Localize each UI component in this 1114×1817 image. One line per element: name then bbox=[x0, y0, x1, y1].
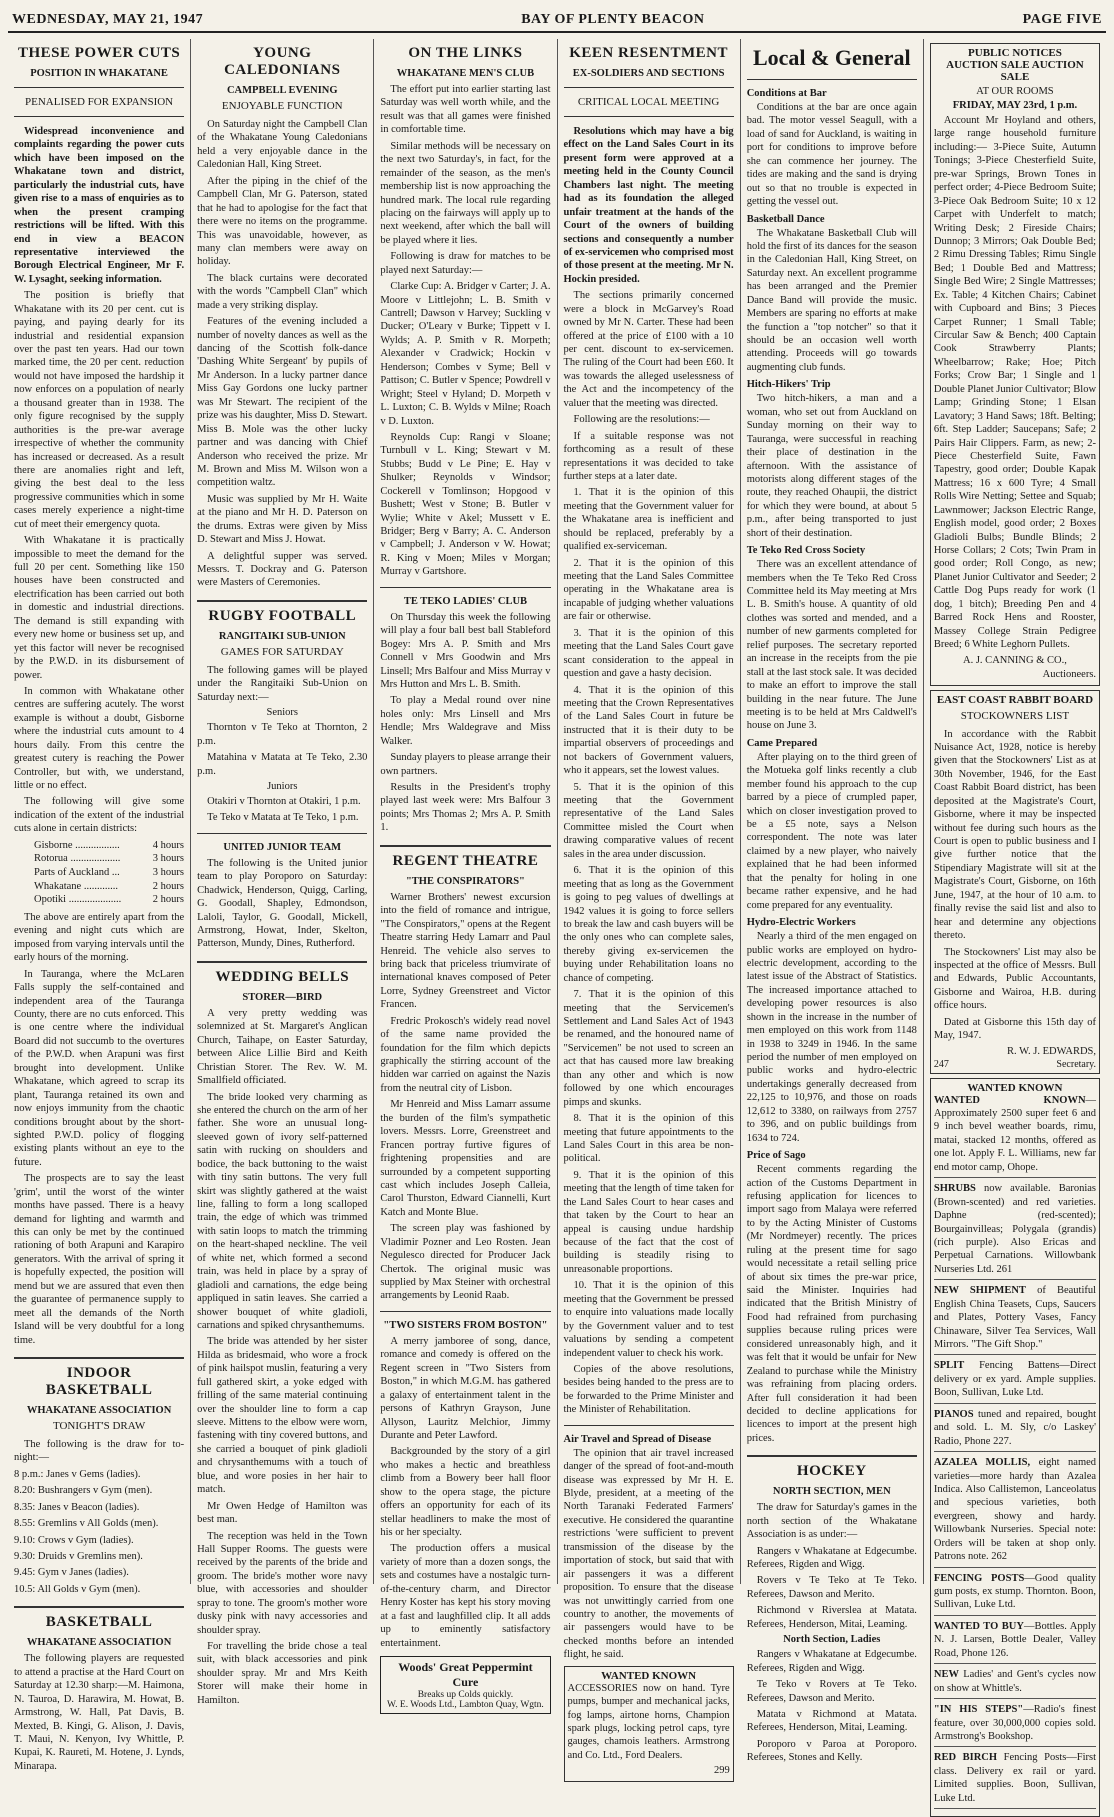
newspaper-page bbox=[8, 6, 1106, 1804]
cuts-row bbox=[34, 852, 184, 866]
seniors-label: Seniors bbox=[266, 707, 298, 719]
local-general-headline: Local & General bbox=[752, 45, 911, 70]
united-junior-text: The following is the United junior team to play Poroporo on Saturday: Chadwick, Henderson, Quigg, Carling, G. Goodall, Shapley, Edmondson, Laloli, Taylor, G. Goodall, Mickell, Armstrong, Howat, Inder, Skelton, Patterson, Mundy, Dines, Rutherford. bbox=[197, 857, 368, 950]
hockey-fixture: Rangers v Whakatane at Edgecumbe. Referees, Rigden and Wigg. bbox=[746, 1545, 917, 1570]
seniors-game-1: Thornton v Te Teko at Thornton, 2 p.m. bbox=[197, 722, 368, 747]
article-paragraph: The production offers a musical variety of more than a dozen songs, the sets and costumes have a nostalgic turn-of-the-century charm, and Director Henry Koster has kept his story moving at a fast and laughfilled clip. It all adds up to eminently satisfactory entertainment. bbox=[380, 1543, 551, 1649]
rugby-subhead-2: GAMES FOR SATURDAY bbox=[220, 645, 344, 658]
classified-ad-lead: NEW SHIPMENT bbox=[933, 1285, 1026, 1297]
power-cuts-body-2 bbox=[14, 911, 184, 1347]
article-paragraph: The black curtains were decorated with the words "Campbell Clan" which made a very striking display. bbox=[197, 272, 368, 311]
masthead-date: WEDNESDAY, MAY 21, 1947 bbox=[12, 12, 204, 27]
article-paragraph: Reynolds Cup: Rangi v Sloane; Turnbull v L. King; Stewart v M. Stubbs; Budd v Le Pine; E. Hay v Shulker; Reynolds v Windsor; Cockerell v Tomlinson; Hopgood v Bushett; West v Stone; B. Butler v Wylie; White v Akel; Mussett v E. Bridger; Berg v Barry; A. C. Anderson v Campbell; J. Anderson v W. Howat; R. King v Moen; Miles v Morgan; Murray v Gartshore. bbox=[380, 431, 551, 578]
resentment-body bbox=[564, 289, 734, 1416]
rugby-intro: The following games will be played under the Rangitaiki Sub-Union on Saturday next:— bbox=[197, 664, 368, 703]
hockey-fixture: Rangers v Whakatane at Edgecumbe. Referees, Rigden and Wigg. bbox=[746, 1649, 917, 1674]
two-sisters-headline: "TWO SISTERS FROM BOSTON" bbox=[383, 1319, 548, 1331]
classified-ad-text: Fencing Posts—First class. Delivery ex rail or yard. Limited supplies. Boon, Sullivan, Luke Ltd. bbox=[933, 1752, 1097, 1804]
rabbit-board-role: Secretary. bbox=[1056, 1058, 1097, 1070]
auction-signature-role: Auctioneers. bbox=[1042, 668, 1097, 680]
resolution-paragraph: Following are the resolutions:— bbox=[573, 414, 710, 426]
local-item-text: The Whakatane Basketball Club will hold the first of its dances for the season in the Caledonian Hall, King Street, on Saturday next. An excellent programme has been arranged and the Premier Dance Band will provide the music. Members are sparing no efforts at make the function a "top notcher" so that it should be an occasion well worth attending. Proceeds will go towards augmenting club funds. bbox=[746, 227, 917, 373]
hockey-ladies-label: North Section, Ladies bbox=[783, 1634, 881, 1646]
article-paragraph: The bride looked very charming as she entered the church on the arm of her father. She wore an unusual long-sleeved gown of ivory self-patterned satin with rucking on shoulders and bodice, the back buttoning to the waist with tiny satin buttons. The very full skirt was slightly gathered at the waist line, falling to form a long scalloped train, the edge of which was trimmed with satin loops to match the trimming on the heart-shaped neckline. The veil of white net, which formed a second train, was held in place by a spray of gladioli and carnations, the edge being appliqued in satin leaves. She carried a shower bouquet of white gladioli, carnations and spiked chrysanthemums. bbox=[197, 1091, 368, 1331]
cuts-place: Gisborne ................. bbox=[34, 839, 120, 851]
resolution-paragraph: 6. That it is the opinion of this meeting that as long as the Government is going to peg values of dwellings at 1942 values it is going to force sellers to break the law and cash buyers will be the only ones who can complete sales, thereby giving ex-servicemen the buying under Rehabilitation loans no chance of competing. bbox=[563, 865, 734, 984]
article-paragraph: In common with Whakatane other centres are suffering acutely. The worst example is without a doubt, Gisborne where the industrial cuts amount to 4 hours daily. From this centre the greatest cutery is reaching the Power Controller, but with, we understand, little or no effect. bbox=[14, 685, 185, 791]
draw-item: 8.35: Janes v Beacon (ladies). bbox=[14, 1501, 140, 1513]
links-body bbox=[380, 83, 550, 579]
auction-when: FRIDAY, MAY 23rd, 1 p.m. bbox=[952, 100, 1078, 111]
hockey-fixture: Te Teko v Rovers at Te Teko. Referees, Dawson and Merito. bbox=[746, 1679, 917, 1704]
column-2 bbox=[191, 39, 374, 1706]
wanted-known-text: ACCESSORIES now on hand. Tyre pumps, bumper and mechanical jacks, fog lamps, airtone horns, Champion spark plugs, locking petrol caps, tyre gauges, chamois leathers. Armstrong and Co. Ltd., Ford Dealers. bbox=[567, 1682, 730, 1761]
tonights-draw-label: TONIGHT'S DRAW bbox=[52, 1419, 146, 1432]
hockey-fixture: Matata v Richmond at Matata. Referees, Henderson, Mitai, Leaming. bbox=[746, 1708, 917, 1734]
cuts-row bbox=[34, 839, 184, 853]
article-paragraph: On Saturday night the Campbell Clan of the Whakatane Young Caledonians held a very enjoyable dance in the Caledonian Hall, King Street. bbox=[197, 119, 368, 171]
classified-ad-text: tuned and repaired, bought and sold. L. M. Sly, c/o Laskey' Radio, Phone 227. bbox=[933, 1408, 1097, 1447]
local-item-heading: Came Prepared bbox=[746, 737, 818, 749]
classified-ad-lead: SHRUBS bbox=[933, 1183, 976, 1195]
rabbit-board-text-2: The Stockowners' List may also be inspected at the office of Messrs. Bull and Edwards, Public Accountants, Gisborne and Wairoa, H.B. during office hours. bbox=[933, 946, 1097, 1012]
classified-ad-lead: FENCING POSTS bbox=[933, 1572, 1025, 1584]
draw-list bbox=[14, 1468, 184, 1597]
column-6 bbox=[924, 39, 1106, 1804]
power-cuts-subhead: POSITION IN WHAKATANE bbox=[30, 68, 168, 79]
classified-ad-lead: WANTED TO BUY bbox=[933, 1620, 1024, 1632]
article-paragraph: To play a Medal round over nine holes only: Mrs Linsell and Mrs Hendle; Mrs Waldegrave and Miss Walker. bbox=[380, 695, 551, 747]
article-paragraph: On Thursday this week the following will play a four ball best ball Stableford Bogey: Mrs A. P. Smith and Mrs Connell v Mrs Goodwin and Mrs Linsell; Mrs Balfour and Miss Murray v Mrs Hutton and Mrs L. B. Smith. bbox=[380, 611, 551, 690]
draw-item: 8.55: Gremlins v All Golds (men). bbox=[14, 1518, 159, 1530]
classified-ad-lead: PIANOS bbox=[933, 1408, 974, 1420]
ad-credit: W. E. Woods Ltd., Lambton Quay, Wgtn. bbox=[387, 1699, 544, 1710]
rabbit-board-title: EAST COAST RABBIT BOARD bbox=[936, 693, 1094, 706]
article-paragraph: Similar methods will be necessary on the next two Saturday's, in fact, for the remainder of the season, as the men's membership list is now approaching the hundred mark. The local rule regarding placing on the fairways will apply up to next weekend, after which the ball will be played where it lies. bbox=[380, 140, 551, 246]
local-general-items bbox=[747, 88, 917, 1445]
resentment-headline: KEEN RESENTMENT bbox=[569, 45, 728, 61]
article-paragraph: The screen play was fashioned by Vladimir Pozner and Leo Rosten. Jean Negulesco directed for Producer Jack Chertok. The original music was supplied by Max Steiner with orchestral arrangements by Leonid Raab. bbox=[380, 1223, 551, 1302]
juniors-game-2: Te Teko v Matata at Te Teko, 1 p.m. bbox=[207, 812, 359, 824]
article-paragraph: The reception was held in the Town Hall Supper Rooms. The guests were received by the parents of the bride and groom. The bride's mother wore navy blue, with accessories and shoulder spray to tone. The groom's mother wore dusky pink with navy accessories and shoulder spray. bbox=[197, 1530, 368, 1636]
classified-ad-lead: AZALEA MOLLIS, bbox=[933, 1457, 1031, 1469]
classified-ad bbox=[934, 1182, 1096, 1280]
local-item-text: After playing on to the third green of the Motueka golf links recently a club member found his approach to the cup barred by a piece of crumpled paper, which on closer investigation proved to be a £5 note, says a Nelson correspondent. The note was later claimed by a new player, who naively explained that he had been informed that the penalty for holing in one became rather expensive, and he had come prepared for any eventuality. bbox=[746, 751, 917, 911]
column-3 bbox=[374, 39, 557, 1710]
rabbit-board-footer bbox=[934, 1059, 1096, 1070]
local-item-text: There was an excellent attendance of members when the Te Teko Red Cross Committee held its May meeting at Mrs L. B. Smith's house. A quantity of old clothes was sorted and mended, and a number of new garments completed for relief purposes. The secretary reported an increase in the receipts from the pie stall at the last stock sale. It was decided to make an effort to improve the stall building in the near future. The June meeting is to be held at Mrs Caldwell's house on June 3. bbox=[746, 559, 917, 732]
air-travel-headline: Air Travel and Spread of Disease bbox=[563, 1433, 712, 1445]
draw-item: 9.10: Crows v Gym (ladies). bbox=[14, 1534, 134, 1546]
classified-ad bbox=[934, 1456, 1096, 1568]
classified-ad bbox=[934, 1359, 1096, 1403]
seniors-game-2: Matahina v Matata at Te Teko, 2.30 p.m. bbox=[197, 752, 368, 777]
cuts-hours: 3 hours bbox=[152, 853, 184, 865]
stockowners-list-label: STOCKOWNERS LIST bbox=[960, 709, 1070, 722]
rugby-subhead: RANGITAIKI SUB-UNION bbox=[218, 630, 346, 642]
article-paragraph: The bride was attended by her sister Hilda as bridesmaid, who wore a frock of pink hailspot muslin, featuring a very full gathered skirt, a yoke edged with frilling of the same material continuing over the shoulder line to form a cap sleeve. Mittens to the elbow were worn, fastening with tiny covered buttons, and she carried a bouquet of pink gladioli and chrysanthemums with a touch of blue, and wore posies in her hair to match. bbox=[197, 1336, 368, 1496]
resolution-paragraph: 9. That it is the opinion of this meeting that the length of time taken for the Land Sales Court to hear cases and that taken by the Court to hear an appeal is causing undue hardship because of the fact that the cost of building is steadily rising to unreasonable proportions. bbox=[563, 1169, 734, 1275]
local-item-heading: Te Teko Red Cross Society bbox=[746, 545, 866, 557]
resolution-paragraph: 2. That it is the opinion of this meeting that the Land Sales Committee operating in the Whakatane area is incapable of judging whether valuations are fair or otherwise. bbox=[563, 557, 734, 623]
classified-ad-text: —Approximately 2500 super feet 6 and 9 inch bevel weather boards, rimu, matai, stacked 12 months, offered as one lot. Apply F. L. Williams, new far end motor camp, Ohope. bbox=[933, 1094, 1097, 1173]
indoor-basketball-subhead: WHAKATANE ASSOCIATION bbox=[26, 1404, 172, 1416]
auction-sale-title: AUCTION SALE AUCTION SALE bbox=[946, 59, 1084, 83]
resolution-paragraph: 5. That it is the opinion of this meeting that the Government representative of the Land Sales Committee misled the Court when drawing comparative values of recent sales in the area under discussion. bbox=[563, 781, 734, 860]
power-cuts-lede: Widespread inconvenience and complaints regarding the power cuts which have been imposed on the Whakatane town and district, particularly the industrial cuts, have given rise to a mass of enquiries as to when the present cramping restrictions will be lifted. With this end in view a BEACON representative interviewed the Borough Electrical Engineer, Mr F. W. Lysaght, seeking information. bbox=[14, 126, 185, 285]
classified-ad-text: Ladies' and Gent's cycles now on show at Whittle's. bbox=[933, 1669, 1097, 1694]
classified-ad-text: of Beautiful English China Teasets, Cups, Saucers and Plates, Pottery Vases, Fancy Chinaware, Silver Tea Services, Wall Mirrors. "The Gift Shop." bbox=[933, 1285, 1097, 1350]
public-notices-box bbox=[930, 43, 1100, 686]
cuts-place: Whakatane ............. bbox=[34, 880, 118, 892]
masthead-page: PAGE FIVE bbox=[1022, 12, 1102, 27]
article-paragraph: Warner Brothers' newest excursion into the field of romance and intrigue, "The Conspirators," opens at the Regent Theatre starring Hedy Lamarr and Paul Henreid. The vehicle also serves to bring back that priceless triumvirate of international knaves composed of Peter Lorre, Sydney Greenstreet and Victor Francen. bbox=[380, 891, 551, 1011]
cuts-place: Opotiki .................... bbox=[34, 894, 122, 906]
wedding-body bbox=[197, 1007, 367, 1707]
te-teko-ladies-body bbox=[380, 611, 550, 835]
auction-signature: A. J. CANNING & CO., bbox=[963, 654, 1067, 666]
basketball-text: The following players are requested to attend a practise at the Hard Court on Saturday at 12.30 sharp:—M. Haimona, N. Tauroa, D. Harawira, M. Howat, B. Armstrong, W. Hall, Pat Davis, B. Mexted, B. Kingi, G. Alison, J. Davis, T. Maui, N. Kenyon, Ivy Whittle, P. Kupai, K. Raureti, M. Hotene, J. Lynds, Minarapa. bbox=[14, 1653, 185, 1772]
draw-intro: The following is the draw for to-night:— bbox=[14, 1438, 185, 1464]
wanted-known-number: 299 bbox=[713, 1765, 730, 1777]
masthead bbox=[8, 6, 1106, 33]
article-paragraph: The prospects are to say the least 'grim', until the worst of the winter months have passed. There is a heavy demand for lighting and warmth and this can only be met by the continued rationing of both Arapuni and Karapiro generators. With the arrival of spring it is hopefully expected, the position will mend but we are assured that even then the guarantee of permanence supply to meet all the demands of the North Island will be very doubtful for a long time. bbox=[14, 1173, 185, 1346]
rabbit-board-dated: Dated at Gisborne this 15th day of May, 1947. bbox=[933, 1016, 1097, 1042]
article-paragraph: With Whakatane it is practically impossible to meet the demand for the full 20 per cent. Something like 150 houses have been constructed and electrification has been carried out both in domestic and industrial directions. The demand is still expanding with every new home or business set up, and yet this factor will never be recognised by the P.W.D. in its disbursement of power. bbox=[14, 535, 185, 681]
wedding-subhead: STORER—BIRD bbox=[242, 991, 323, 1003]
article-paragraph: The effort put into earlier starting last Saturday was well worth while, and the result was that all games were finished in comfortable time. bbox=[380, 84, 551, 136]
cuts-place: Rotorua ................... bbox=[34, 853, 121, 865]
article-paragraph: A very pretty wedding was solemnized at St. Margaret's Anglican Church, Taihape, on Easter Saturday, between Alice Lillie Bird and Keith Christian Storer. The Rev. W. M. Smallfield officiated. bbox=[197, 1007, 368, 1087]
caledonians-headline: YOUNG CALEDONIANS bbox=[224, 45, 341, 78]
masthead-paper: BAY OF PLENTY BEACON bbox=[521, 12, 705, 27]
air-travel-text: The opinion that air travel increased danger of the spread of foot-and-mouth disease was expressed by Mr H. E. Blyde, president, at a meeting of the North Taranaki Federated Farmers' executive. He considered the quarantine restrictions 'were sufficient to prevent transmission of the disease by the importation of stock, but said that with air passengers it was a different proposition. To ensure that the disease was not unwittingly carried from one country to another, the movements of air passengers would have to be checked months before an intended flight, he said. bbox=[563, 1447, 734, 1661]
regent-headline: REGENT THEATRE bbox=[392, 852, 539, 869]
hockey-fixture: Richmond v Riverslea at Matata. Referees, Henderson, Mitai, Leaming. bbox=[746, 1605, 917, 1630]
article-paragraph: A merry jamboree of song, dance, romance and comedy is offered on the Regent screen in "Two Sisters from Boston," in which M.G.M. has gathered a galaxy of entertainment talent in the persons of Kathryn Grayson, June Allyson, Lauritz Melchior, Jimmy Durante and Peter Lawford. bbox=[380, 1335, 551, 1441]
resentment-subhead: EX-SOLDIERS AND SECTIONS bbox=[572, 68, 725, 79]
article-paragraph: Clarke Cup: A. Bridger v Carter; J. A. Moore v Littlejohn; L. B. Smith v Cantrell; Dawson v Harvey; Suckling v Ducker; O'Leary v Burke; Tippett v I. Wylds; A. P. Smith v R. Morpeth; Alexander v Cradwick; Hockin v Henderson; Combes v Syme; Bell v Pattison; C. Butler v Spence; Powdrell v Wright; Steel v Hyland; D. Morpeth v L. Luxton; C. B. Wylds v Milne; Roach v D. Luxton. bbox=[380, 281, 551, 427]
local-item-heading: Hydro-Electric Workers bbox=[746, 917, 856, 929]
caledonians-subhead: CAMPBELL EVENING bbox=[226, 85, 338, 96]
article-paragraph: The following will give some indication of the extent of the industrial cuts alone in certain districts: bbox=[14, 796, 185, 835]
classified-ad bbox=[934, 1703, 1096, 1747]
resentment-subhead-2: CRITICAL LOCAL MEETING bbox=[577, 96, 720, 108]
article-paragraph: Mr Owen Hedge of Hamilton was best man. bbox=[197, 1500, 368, 1526]
article-paragraph: Fredric Prokosch's widely read novel of the same name provided the foundation for the film which depicts graphically the stirring account of the hidden war carried on against the Nazis from the neutral city of Lisbon. bbox=[380, 1015, 551, 1094]
article-paragraph: For travelling the bride chose a teal suit, with black accessories and pink shoulder spray. Mr and Mrs Keith Storer will make their home in Hamilton. bbox=[197, 1641, 368, 1706]
classified-ads bbox=[934, 1094, 1096, 1810]
classified-ad bbox=[934, 1751, 1096, 1809]
hockey-intro: The draw for Saturday's games in the north section of the Whakatane Association is as under:— bbox=[746, 1502, 917, 1541]
article-paragraph: Music was supplied by Mr H. Waite at the piano and Mr H. D. Paterson on the drums. Extras were given by Miss D. Stewart and Miss J. Howat. bbox=[197, 493, 368, 546]
resolution-paragraph: Copies of the above resolutions, besides being handed to the press are to be forwarded to the Prime Minister and the Minister of Rehabilitation. bbox=[563, 1363, 734, 1416]
article-paragraph: The above are entirely apart from the evening and night cuts which are imposed from varying intervals until the early hours of the morning. bbox=[14, 911, 185, 964]
article-paragraph: Results in the President's trophy played last week were: Mrs Balfour 3 points; Mrs Thomas 2; Mrs A. P. Smith 1. bbox=[380, 782, 551, 834]
article-paragraph: Following is draw for matches to be played next Saturday:— bbox=[380, 251, 551, 276]
te-teko-ladies-headline: TE TEKO LADIES' CLUB bbox=[403, 595, 528, 607]
classified-ad-lead: "IN HIS STEPS" bbox=[933, 1704, 1024, 1716]
classified-ad bbox=[934, 1408, 1096, 1452]
article-paragraph: A delightful supper was served. Messrs. T. Dockray and G. Paterson were Masters of Ceremonies. bbox=[197, 550, 368, 589]
resolution-paragraph: 1. That it is the opinion of this meeting that the Government valuer for the Whakatane area is inefficient and should be replaced, preferably by a qualified ex-serviceman. bbox=[563, 487, 734, 553]
rabbit-board-number: 247 bbox=[933, 1058, 949, 1070]
draw-item: 9.30: Druids v Gremlins men). bbox=[14, 1551, 143, 1563]
classified-ad-lead: RED BIRCH bbox=[933, 1752, 998, 1764]
draw-item: 9.45: Gym v Janes (ladies). bbox=[14, 1567, 129, 1579]
caledonians-subhead-2: ENJOYABLE FUNCTION bbox=[221, 100, 343, 112]
classified-ad-lead: NEW bbox=[933, 1669, 959, 1681]
classified-ad-text: eight named varieties—more hardy than Azalea Indica. Also Callistemon, Lanceolatus and specious varieties, both evergreen, showy and hardy. Willowbank Nurseries. Special note: Orders will be taken at shop only. Patrons note. 262 bbox=[933, 1457, 1097, 1563]
local-item-heading: Price of Sago bbox=[746, 1150, 806, 1162]
wanted-known-ads-title: WANTED KNOWN bbox=[967, 1081, 1063, 1094]
article-paragraph: Sunday players to please arrange their own partners. bbox=[380, 752, 551, 777]
power-cuts-body bbox=[14, 289, 184, 836]
article-paragraph: After the piping in the chief of the Campbell Clan, Mr G. Paterson, stated that he had to apologise for the fact that there were no items on the programme. This was unavoidable, however, as many clan members were away on holiday. bbox=[197, 175, 368, 268]
public-notices-title: PUBLIC NOTICES bbox=[968, 47, 1062, 59]
resolution-paragraph: 3. That it is the opinion of this meeting that the Land Sales Court gave scant consideration to the appeal in question and gave a hasty decision. bbox=[563, 627, 734, 680]
hockey-fixture: Poroporo v Paroa at Poroporo. Referees, Stones and Kelly. bbox=[746, 1738, 917, 1764]
draw-item: 8 p.m.: Janes v Gems (ladies). bbox=[14, 1468, 141, 1480]
article-paragraph: Features of the evening included a number of novelty dances as well as the dancing of the Scottish folk-dance 'Dashing White Sergeant' by pupils of Mr Anderson. In a lucky partner dance Miss Gay Gordons one lucky partner was Mr Stewart. The recipient of the prize was his daughter, Miss D. Stewart. Miss B. Mole was the other lucky partner and was dancing with Chief Anderson who received the prize. Mr M. Brown and Miss M. Wilson won a competition waltz. bbox=[197, 316, 368, 489]
local-item-heading: Basketball Dance bbox=[746, 213, 825, 225]
resolution-paragraph: 4. That it is the opinion of this meeting that the Crown Representatives of the Land Sales Court in future be instructed that it is their duty to be impartial observers of proceedings and not backers of Government valuers, who it appears, set the lowest values. bbox=[563, 684, 734, 777]
article-paragraph: The position is briefly that Whakatane with its 20 per cent. cut is paying, and paying dearly for its industrial and residential expansion over the past ten years. Had our town marked time, the 20 per cent. reduction would not have imposed the hardship it now enforces on a population of nearly a thousand greater than in 1938. The only figure recognised by the supply authorities is the pre-war average irrespective of whether the community has increased or decreased. As a result there are anomalies right and left, giving the best deal to the less progressive communities which in some cases merely experience a night-time cut of meet their emergency quota. bbox=[14, 290, 185, 530]
classified-ad-text: Fencing Battens—Direct delivery or ex yard. Ample supplies. Boon, Sullivan, Luke Ltd. bbox=[933, 1360, 1097, 1399]
wanted-known-box bbox=[564, 1666, 734, 1783]
hockey-fixture: Rovers v Te Teko at Te Teko. Referees, Dawson and Merito. bbox=[746, 1575, 917, 1600]
local-item-text: Nearly a third of the men engaged on public works are employed on hydro-electric development, according to the latest issue of the Abstract of Statistics. The increased importance attached to developing power resources is also shown in the increase in the number of men employed on this work from 1148 in 1938 to 3249 in 1946. In the same period the number of men employed on public works and hydro-electric undertakings generally decreased from 22,125 to 10,976, and those on roads 12,612 to 3380, on railways from 2757 to 396, and on public buildings from 1634 to 724. bbox=[746, 931, 917, 1144]
indoor-basketball-headline: INDOOR BASKETBALL bbox=[45, 1364, 153, 1398]
auction-where: AT OUR ROOMS bbox=[976, 86, 1054, 97]
resolution-paragraph: 7. That it is the opinion of this meeting that the Servicemen's Settlement and Land Sales Act of 1943 be renamed, and the honoured name of "Servicemen" be not used to screen an act that has caused more law breaking than any other and which is now followed by one which encourages pimps and skunks. bbox=[563, 989, 734, 1108]
classified-ad-text: —Bottles. Apply N. J. Larsen, Bottle Dealer, Valley Road, Phone 126. bbox=[933, 1620, 1097, 1659]
peppermint-cure-ad bbox=[380, 1656, 550, 1714]
united-junior-headline: UNITED JUNIOR TEAM bbox=[223, 841, 342, 853]
column-1 bbox=[8, 39, 191, 1772]
resolution-paragraph: The sections primarily concerned were a block in McGarvey's Road owned by Mr N. Carter. These had been offered at the price of £100 with a 10 per cent. discount to ex-servicemen. The ruling of the Court had been £60. It was towards the alleged uselessness of the Act and the incompetency of the valuer that the meeting was directed. bbox=[563, 290, 734, 409]
power-cuts-headline: THESE POWER CUTS bbox=[17, 45, 181, 61]
classified-ad-text: —Radio's finest feature, over 30,000,000 copies sold. Armstrong's Bookshop. bbox=[933, 1704, 1097, 1742]
article-paragraph: Mr Henreid and Miss Lamarr assume the burden of the film's sympathetic lovers. Messrs. Lorre, Greenstreet and Francen portray furtive figures of frightening propensities and are surrounded by a competent supporting cast which includes Joseph Calleia, Carol Thurston, Edward Ciannelli, Kurt Katch and Monte Blue. bbox=[380, 1099, 551, 1218]
cuts-hours: 2 hours bbox=[152, 880, 184, 892]
draw-item: 8.20: Bushrangers v Gym (men). bbox=[14, 1485, 153, 1497]
classified-ad bbox=[934, 1668, 1096, 1699]
article-paragraph: Backgrounded by the story of a girl who makes a hectic and breathless climb from a Bowery beer hall floor show to the opera stage, the picture offers an opportunity for each of its stellar headliners to make the most of his or her specialty. bbox=[380, 1446, 551, 1538]
hockey-subhead: NORTH SECTION, MEN bbox=[772, 1486, 891, 1498]
resolution-paragraph: 10. That it is the opinion of this meeting that the Government be pressed to enquire into valuations made locally by the Government valuer and to test valuations by sending a competent independent valuer to check his work. bbox=[563, 1280, 734, 1359]
rabbit-board-box bbox=[930, 690, 1100, 1074]
local-item-heading: Conditions at Bar bbox=[746, 88, 827, 99]
juniors-game-1: Otakiri v Thornton at Otakiri, 1 p.m. bbox=[207, 795, 361, 807]
cuts-row bbox=[34, 880, 184, 894]
ad-sub: Breaks up Colds quickly. bbox=[417, 1689, 514, 1700]
power-cuts-subhead-2: PENALISED FOR EXPANSION bbox=[25, 96, 174, 108]
rabbit-board-text: In accordance with the Rabbit Nuisance Act, 1928, notice is hereby given that the Stockowners' List as at 30th November, 1946, for the East Coast Rabbit Board district, has been deposited at the Magistrate's Court, Gisborne, where it may be inspected without fee during such hours as the Court is open to public business and I give further notice that the Stipendiary Magistrate will sit at the Magistrate's Court, Gisborne, on 16th June, 1947, at the hour of 10 a.m. to finally revise the said list and also to hear and determine any objections thereto. bbox=[933, 728, 1097, 942]
local-item-text: Two hitch-hikers, a man and a woman, who set out from Auckland on Sunday morning on their way to Tauranga, were successful in reaching their place of destination in the afternoon. With the assistance of motorists along different stages of the route, they reached Ohaupii, the district for which they were bound, at about 5 p.m., after being transported to just short of their destination. bbox=[746, 393, 917, 539]
caledonians-body bbox=[197, 118, 367, 590]
hockey-ladies-list bbox=[747, 1648, 917, 1765]
cuts-hours: 2 hours bbox=[152, 894, 184, 906]
cuts-row bbox=[34, 893, 184, 907]
regent-subhead: "THE CONSPIRATORS" bbox=[405, 875, 525, 887]
cuts-place: Parts of Auckland ... bbox=[34, 867, 120, 879]
links-headline: ON THE LINKS bbox=[408, 45, 523, 61]
local-item-text: Recent comments regarding the action of the Customs Department in refusing application for licences to import sago from Malaya were referred to by the Acting Minister of Customs (Mr Nordmeyer) recently. The prices ruling at the present time for sago would necessitate a retail selling price of about six times the pre-war price, said the Minister. Inquiries had indicated that the British Ministry of Food had refrained from purchasing supplies because ruling prices were considered unreasonably high, and it was felt that it would be unfair for New Zealand to purchase while the Ministry was refraining from placing orders. After full consideration it had been decided to decline applications for licences to import at the present high prices. bbox=[746, 1164, 917, 1444]
auction-text: Account Mr Hoyland and others, large range household furniture including:— 3-Piece Suite, Autumn Tonings; 3-Piece Chesterfield Suite, pre-war Springs, Brown Tones in perfect order; 4-Piece Bedroom Suite; 3-Piece Oak Bedroom Suite; 10 x 12 Carpet with Underfelt to match; Writing Desk; 2 Fireside Chairs; Dunnop; 3 Mirrors; Oak Double Bed; 2 Rimu Dressing Tables; Rimu Single Bed; 1 Double Bed and Mattress; Single Bed Wire; 2 Single Mattresses; Ex. Table; 4 Kitchen Chairs; Cabinet with Cupboard and Bins; 3 Pieces Carpet Runner; 1 Small Table; Circular Saw & Bench; 400 Captain Cook Strawberry Plants; Wheelbarrow; Rake; Hoe; Pitch Forks; Crow Bar; 1 Single and 1 Double Planet Junior Cultivator; Blow Lamp; Grinding Stone; 1 Elsan Lavatory; 3 Hand Saws; 18ft. Belting; 6ft. Step Ladder; Saucepans; Safe; 2 Pairs Hair Clippers. Farm, as new; 2-Piece Chesterfield Suite, Fawn Tapestry, good order; Double Kapak Mattress; 16 x 600 Tyre; 4 Small Rolls Wire Netting; Settee and Squab; Lawnmower; Jackson Electric Range, English model, good order; 2 Boxes Gladioli Bulbs; Bundle Blinds; 2 Horse Collars; 2 Cots; Twin Pram in good order; Roll Congo, as new; Planet Junior Cultivator and Seeder; 2 Cattle Dog Pups ready for work (1 dog, 1 bitch); Breeding Pen and 4 Barred Rock Hens and Rooster, Massey College Strain Pedigree Breed; 6 White Leghorn Pullets. bbox=[933, 115, 1097, 651]
hockey-men-list bbox=[747, 1545, 917, 1632]
classified-ad-lead: WANTED KNOWN bbox=[933, 1094, 1086, 1106]
article-paragraph: In Tauranga, where the McLaren Falls supply the self-contained and independent area of the Tauranga County, there are no cuts enforced. This is one centre where the individual Board did not succumb to the overtures of the P.W.D. when Arapuni was first brought into development. Unlike Whakatane, which agreed to scrap its plant, Tauranga retained its own and now enjoys immunity from the chaotic conditions brought about by the short-sighted P.W.D. policy of flogging existing plants without an eye to the future. bbox=[14, 968, 185, 1168]
classified-ad bbox=[934, 1284, 1096, 1355]
rabbit-board-signature: R. W. J. EDWARDS, bbox=[1007, 1045, 1097, 1057]
classified-ad bbox=[934, 1094, 1096, 1179]
column-4 bbox=[558, 39, 741, 1777]
column-5 bbox=[741, 39, 924, 1764]
cuts-row bbox=[34, 866, 184, 880]
ad-title: Woods' Great Peppermint Cure bbox=[398, 1659, 533, 1689]
classified-ad-text: now available. Baronias (Brown-scented) and red varieties. Daphne (red-scented); Bourgainvilleas; Polygala (grandis) (rich purple). Also Ericas and Perpetual Carnations. Willowbank Nurseries Ltd. 261 bbox=[933, 1183, 1097, 1275]
cuts-hours: 3 hours bbox=[152, 867, 184, 879]
local-item-heading: Hitch-Hikers' Trip bbox=[746, 379, 831, 391]
classified-ad-lead: SPLIT bbox=[933, 1360, 965, 1372]
wedding-headline: WEDDING BELLS bbox=[215, 968, 350, 985]
resolution-paragraph: 8. That it is the opinion of this meeting that future appointments to the Land Sales Court in this area be non-political. bbox=[563, 1113, 734, 1165]
local-item-text: Conditions at the bar are once again bad. The motor vessel Seagull, with a load of sand for Auckland, is waiting in port for conditions to improve before she can commence her journey. The tides are making and the sand is drying out so that no trouble is expected in getting the vessel out. bbox=[746, 102, 917, 208]
wanted-known-ads bbox=[930, 1078, 1100, 1817]
wanted-known-title: WANTED KNOWN bbox=[601, 1669, 697, 1682]
resolution-paragraph: If a suitable response was not forthcoming as a result of these representations it was decided to take further steps at a later date. bbox=[563, 430, 734, 482]
juniors-label: Juniors bbox=[267, 780, 298, 792]
cuts-hours: 4 hours bbox=[152, 839, 184, 851]
hockey-headline: HOCKEY bbox=[796, 1463, 867, 1480]
rugby-headline: RUGBY FOOTBALL bbox=[208, 607, 357, 624]
cuts-table bbox=[14, 839, 184, 907]
resentment-lede: Resolutions which may have a big effect on the Land Sales Court in its present form were approved at a meeting held in the County Council Chambers last night. The meeting had as its foundation the alleged unfair treatment at the hands of the Court of the owners of building sections and consequently a number of ex-servicemen who comprised most of those present at the meeting. Mr N. Hockin presided. bbox=[563, 126, 734, 285]
two-sisters-body bbox=[380, 1335, 550, 1650]
classified-ad bbox=[934, 1572, 1096, 1616]
basketball-subhead: WHAKATANE ASSOCIATION bbox=[26, 1637, 172, 1649]
basketball-headline: BASKETBALL bbox=[45, 1614, 153, 1631]
classified-ad-text: —Good quality gum posts, ex stump. Thornton. Boon, Sullivan, Luke Ltd. bbox=[933, 1572, 1097, 1611]
draw-item: 10.5: All Golds v Gym (men). bbox=[14, 1583, 141, 1595]
classified-ad bbox=[934, 1620, 1096, 1664]
regent-body bbox=[380, 891, 550, 1303]
links-subhead: WHAKATANE MEN'S CLUB bbox=[396, 68, 535, 79]
